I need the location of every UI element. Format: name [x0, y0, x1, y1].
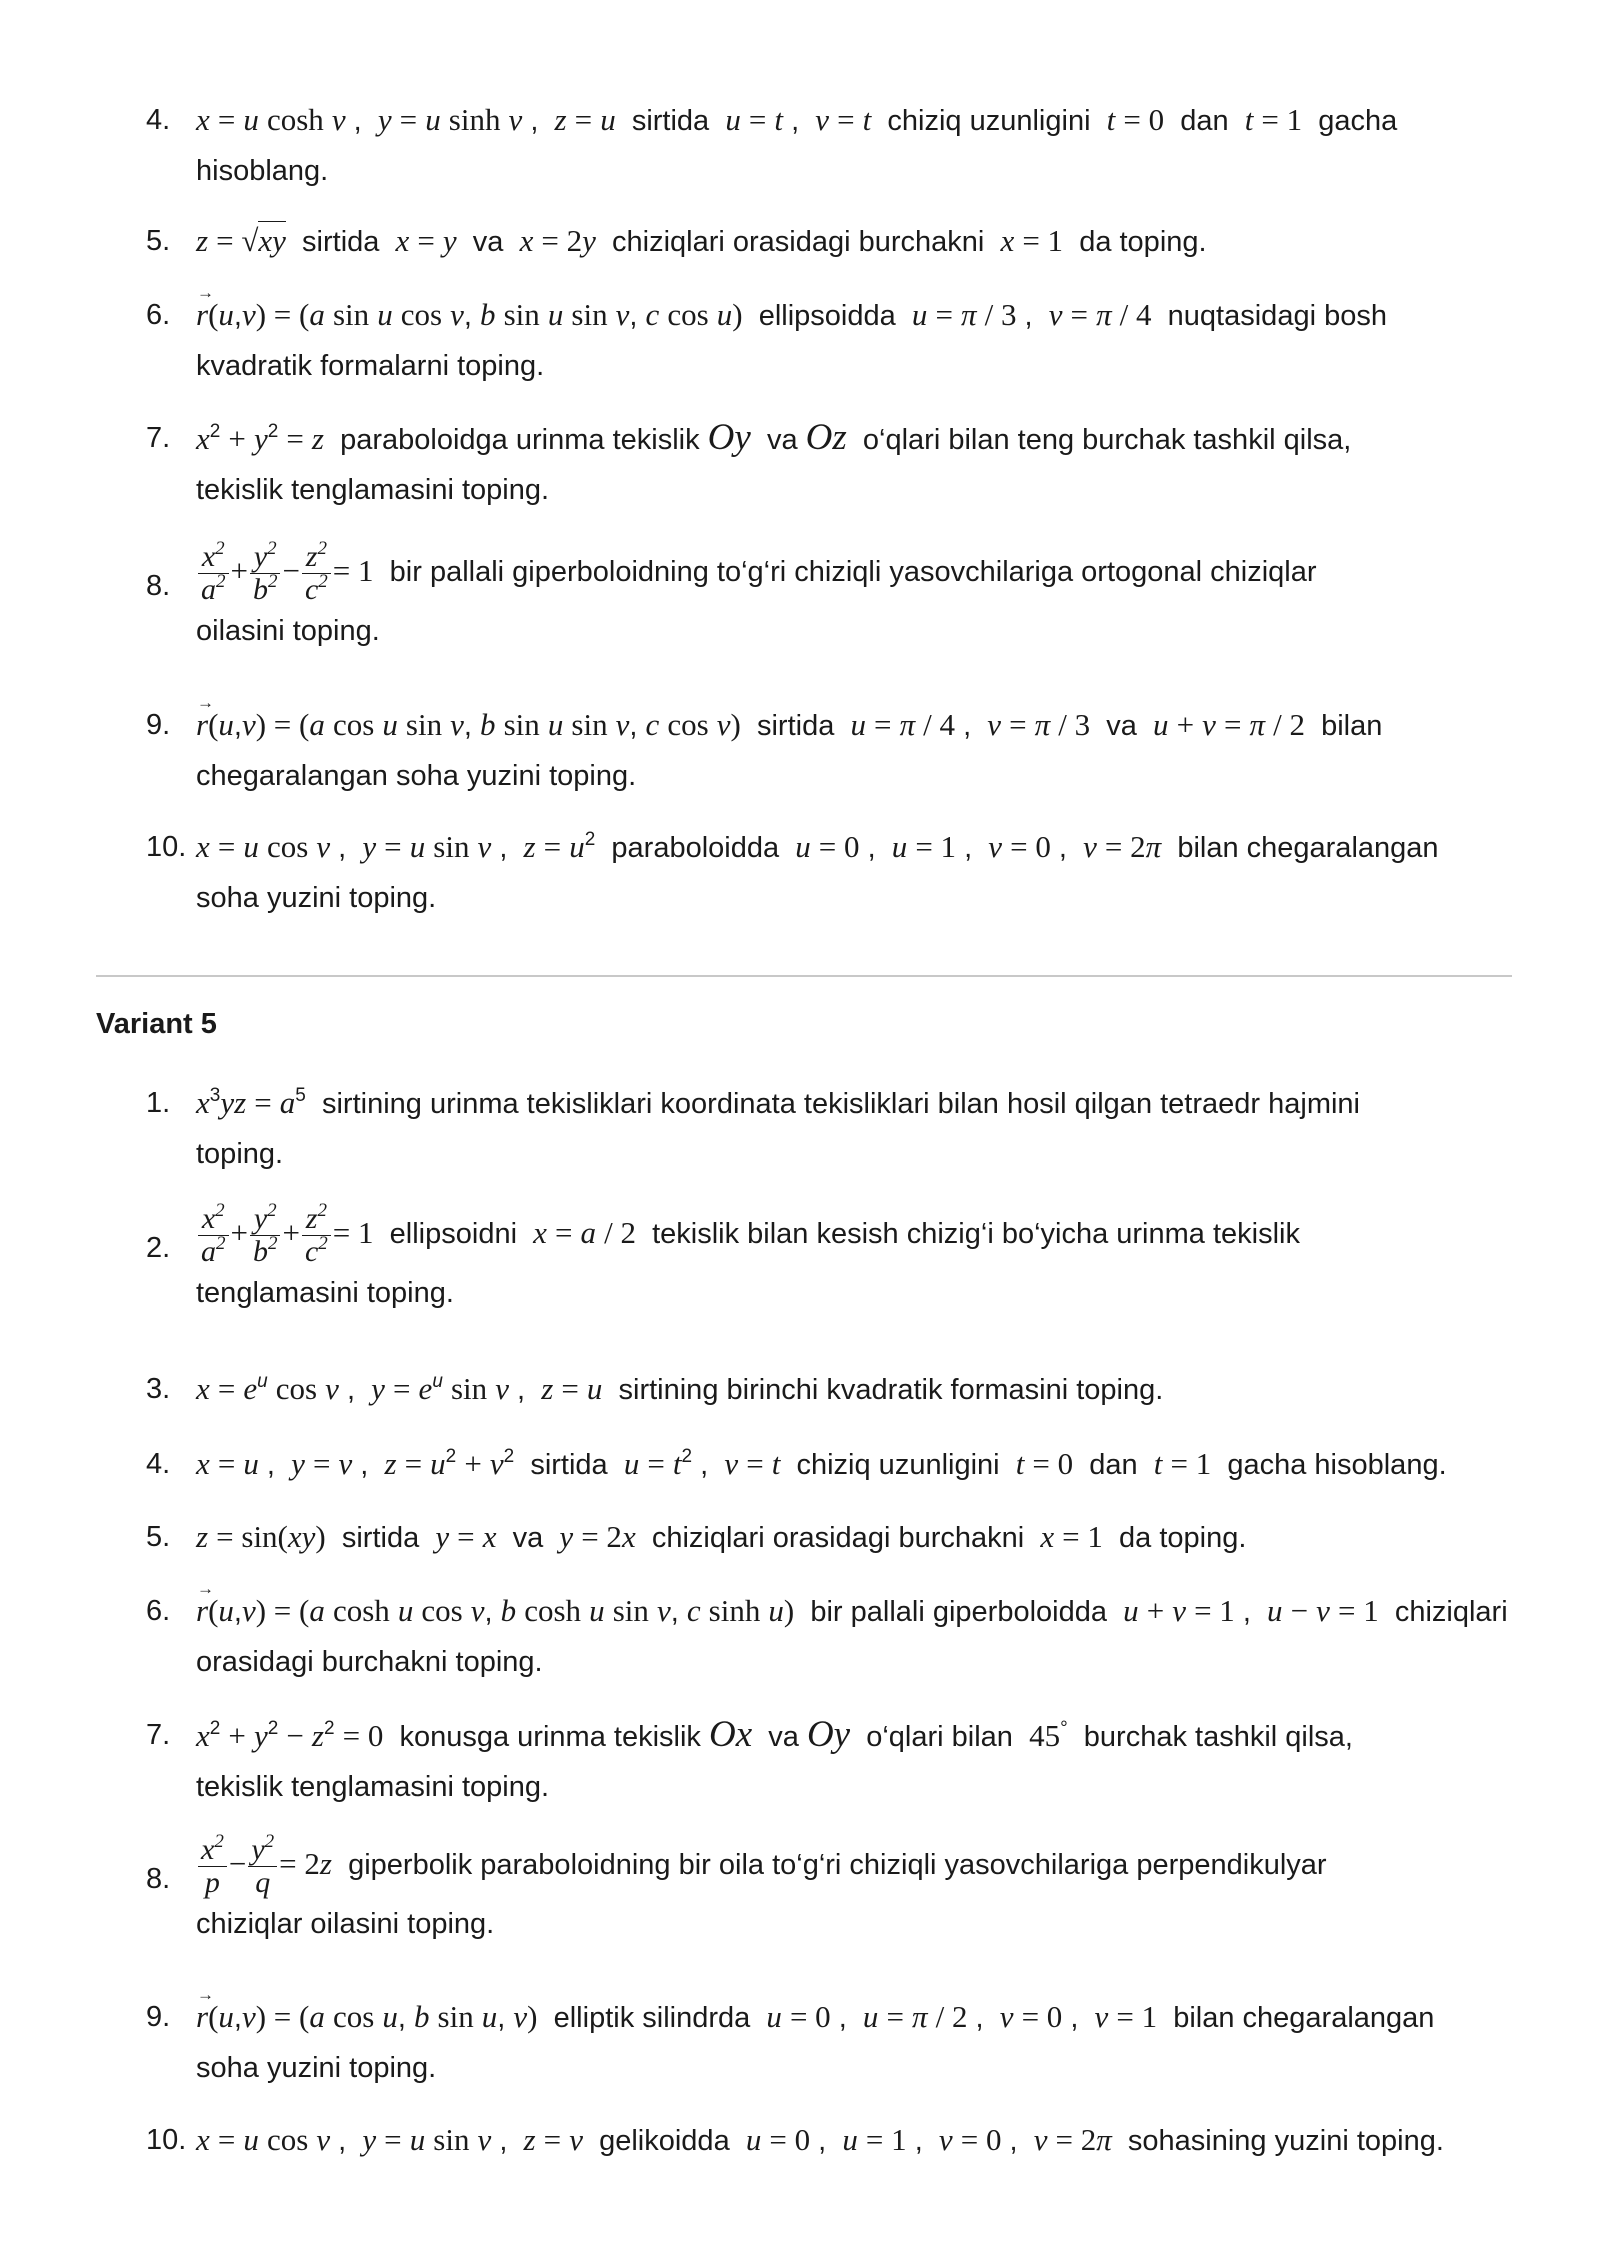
problem-3: 3. $x = e^u$ cos v , $y = e^u$ sin v , z = u sirtining birinchi kvadratik formasini toping. — [146, 1364, 1510, 1415]
problem-number: 9. — [146, 2001, 171, 2033]
problem-number: 6. — [146, 1595, 171, 1627]
problem-6: 6. r →(u,v) = (a sin u cos v, b sin u sin v, c cos u) ellipsoidda u = π / 3 , v = π / 4 nuqtasidagi bosh kvadratik formalarni toping. — [146, 290, 1510, 391]
problem-5: 5. z = √xy sirtida x = y va x = 2y chiziqlari orasidagi burchakni x = 1 da toping. — [146, 216, 1510, 267]
problem-9: 9. r →(u,v) = (a cos u sin v, b sin u sin v, c cos v) sirtida u = π / 4 , v = π / 3 va u + v = π / 2 bilan chegaralangan soha yuzini toping. — [146, 700, 1510, 801]
problem-number: 9. — [146, 709, 171, 741]
problem-number: 5. — [146, 1521, 171, 1553]
problem-5: 5. z = sin(xy) sirtida y = x va y = 2x chiziqlari orasidagi burchakni x = 1 da toping. — [146, 1512, 1510, 1563]
problem-7: 7. $x^2 + y^2 - z^2 = 0$ konusga urinma tekislik Ox va Oy o‘qlari bilan 45° burchak tashkil qilsa, tekislik tenglamasini toping. — [146, 1710, 1510, 1812]
problem-number: 3. — [146, 1373, 171, 1405]
problem-number: 5. — [146, 225, 171, 257]
problem-7: 7. $x^2 + y^2 = z$ paraboloidga urinma tekislik Oy va Oz o‘qlari bilan teng burchak tashkil qilsa, tekislik tenglamasini toping. — [146, 413, 1510, 515]
problem-number: 10. — [146, 2124, 187, 2156]
problem-4: 4. x = u , y = v , $z = u^2 + v^2$ sirtida $u = t^2$ , v = t chiziq uzunligini t = 0 dan t = 1 gacha hisoblang. — [146, 1439, 1510, 1490]
problem-1: 1. $x^3yz = a^5$ sirtining urinma tekisliklari koordinata tekisliklari bilan hosil qilgan tetraedr hajmini toping. — [146, 1078, 1510, 1179]
problem-9: 9. r →(u,v) = (a cos u, b sin u, v) elliptik silindrda u = 0 , u = π / 2 , v = 0 , v = 1 bilan chegaralangan soha yuzini toping. — [146, 1992, 1510, 2093]
problem-8: 8. $\frac{x^2}{a^2}$ + $\frac{y^2}{b^2}$ − $\frac{z^2}{c^2}$ = 1 bir pallali giperboloidning to‘g‘ri chiziqli yasovchilariga ortogonal chiziqlar oilasini toping. — [146, 538, 1317, 647]
problem-4: 4. x = u cosh v , y = u sinh v , z = u sirtida u = t , v = t chiziq uzunligini t = 0 dan t = 1 gacha hisoblang. — [146, 95, 1510, 196]
section-divider — [96, 975, 1512, 977]
problem-number: 7. — [146, 422, 171, 454]
problem-number: 4. — [146, 1448, 171, 1480]
problem-number: 1. — [146, 1087, 171, 1119]
problem-10: 10. x = u cos v , y = u sin v , z = v gelikoidda u = 0 , u = 1 , v = 0 , v = 2π sohasining yuzini toping. — [146, 2115, 1510, 2166]
problem-number: 4. — [146, 104, 171, 136]
problem-6: 6. r →(u,v) = (a cosh u cos v, b cosh u sin v, c sinh u) bir pallali giperboloidda u + v = 1 , u − v = 1 chiziqlari orasidagi burchakni toping. — [146, 1586, 1510, 1687]
problem-number: 8. — [146, 570, 171, 602]
problem-number: 6. — [146, 299, 171, 331]
problem-10: 10. x = u cos v , y = u sin v , $z = u^2$ paraboloidda u = 0 , u = 1 , v = 0 , v = 2π bilan chegaralangan soha yuzini toping. — [146, 822, 1510, 923]
problem-number: 2. — [146, 1232, 171, 1264]
problem-number: 7. — [146, 1719, 171, 1751]
problem-number: 8. — [146, 1863, 171, 1895]
problem-2: 2. $\frac{x^2}{a^2}$ + $\frac{y^2}{b^2}$ + $\frac{z^2}{c^2}$ = 1 ellipsoidni x = a / 2 tekislik bilan kesish chizig‘i bo‘yicha urinma tekislik tenglamasini toping. — [146, 1200, 1300, 1309]
problem-number: 10. — [146, 831, 187, 863]
variant-heading: Variant 5 — [96, 1008, 217, 1040]
problem-8: 8. $\frac{x^2}{p}$ − $\frac{y^2}{q}$ = 2z giperbolik paraboloidning bir oila to‘g‘ri chiziqli yasovchilariga perpendikulyar chiziqlar oilasini toping. — [146, 1831, 1327, 1940]
